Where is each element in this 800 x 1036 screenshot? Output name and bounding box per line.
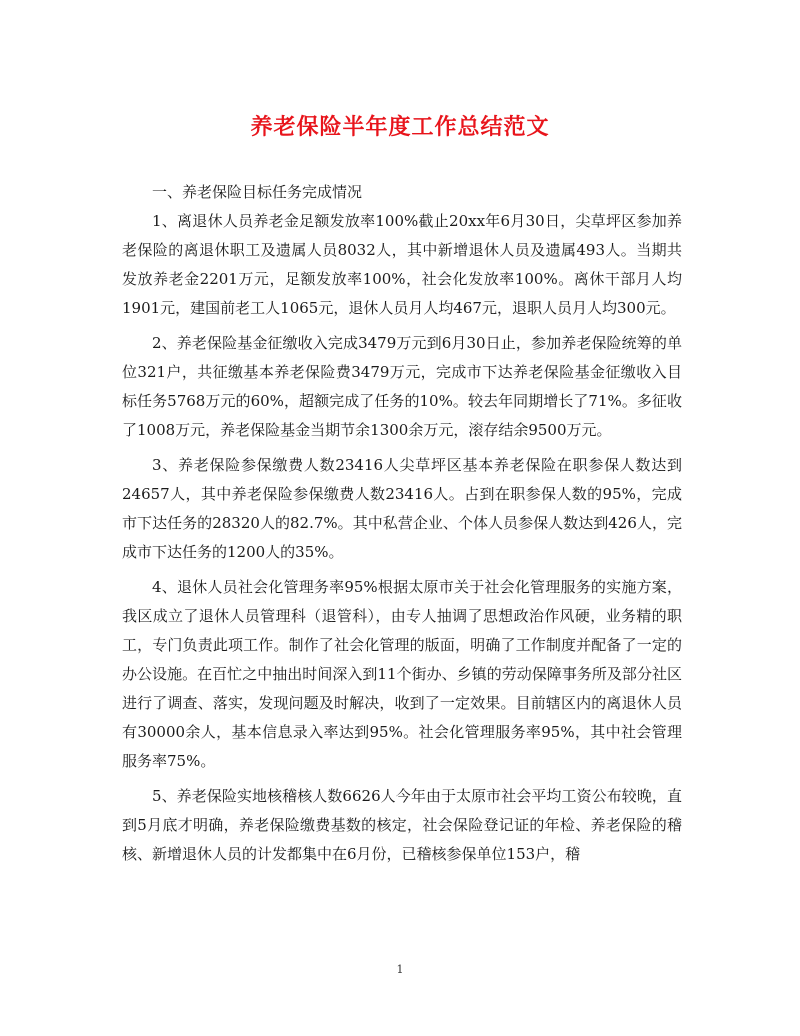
- document-title: 养老保险半年度工作总结范文: [250, 114, 550, 140]
- paragraph-4: 4、退休人员社会化管理务率95%根据太原市关于社会化管理服务的实施方案，我区成立了退休人员管理科（退管科），由专人抽调了思想政治作风硬，业务精的职工，专门负责此项工作。制作了社会化管理的版面，明确了工作制度并配备了一定的办公设施。在百忙之中抽出时间深入到11个街办、乡镇的劳动保障事务所及部分社区进行了调查、落实，发现问题及时解决，收到了一定效果。目前辖区内的离退休人员有30000余人，基本信息录入率达到95%。社会化管理服务率95%，其中社会管理服务率75%。: [122, 578, 682, 770]
- page-number: 1: [396, 963, 404, 976]
- paragraph-3: 3、养老保险参保缴费人数23416人尖草坪区基本养老保险在职参保人数达到24657人，其中养老保险参保缴费人数23416人。占到在职参保人数的95%，完成市下达任务的28320人的82.7%。其中私营企业、个体人员参保人数达到426人，完成市下达任务的1200人的35%。: [122, 456, 682, 561]
- paragraph-5: 5、养老保险实地核稽核人数6626人今年由于太原市社会平均工资公布较晚，直到5月底才明确，养老保险缴费基数的核定，社会保险登记证的年检、养老保险的稽核、新增退休人员的计发都集中在6月份，已稽核参保单位153户，稽: [122, 787, 682, 863]
- paragraph-1: 1、离退休人员养老金足额发放率100%截止20xx年6月30日，尖草坪区参加养老保险的离退休职工及遗属人员8032人，其中新增退休人员及遗属493人。当期共发放养老金2201万元，足额发放率100%，社会化发放率100%。离休干部月人均1901元，建国前老工人1065元，退休人员月人均467元，退职人员月人均300元。: [122, 212, 682, 317]
- document-body: [122, 178, 682, 875]
- paragraph-2: 2、养老保险基金征缴收入完成3479万元到6月30日止，参加养老保险统筹的单位321户，共征缴基本养老保险费3479万元，完成市下达养老保险基金征缴收入目标任务5768万元的60%，超额完成了任务的10%。较去年同期增长了71%。多征收了1008万元，养老保险基金当期节余1300余万元，滚存结余9500万元。: [122, 334, 682, 439]
- section-heading: 一、养老保险目标任务完成情况: [152, 183, 363, 201]
